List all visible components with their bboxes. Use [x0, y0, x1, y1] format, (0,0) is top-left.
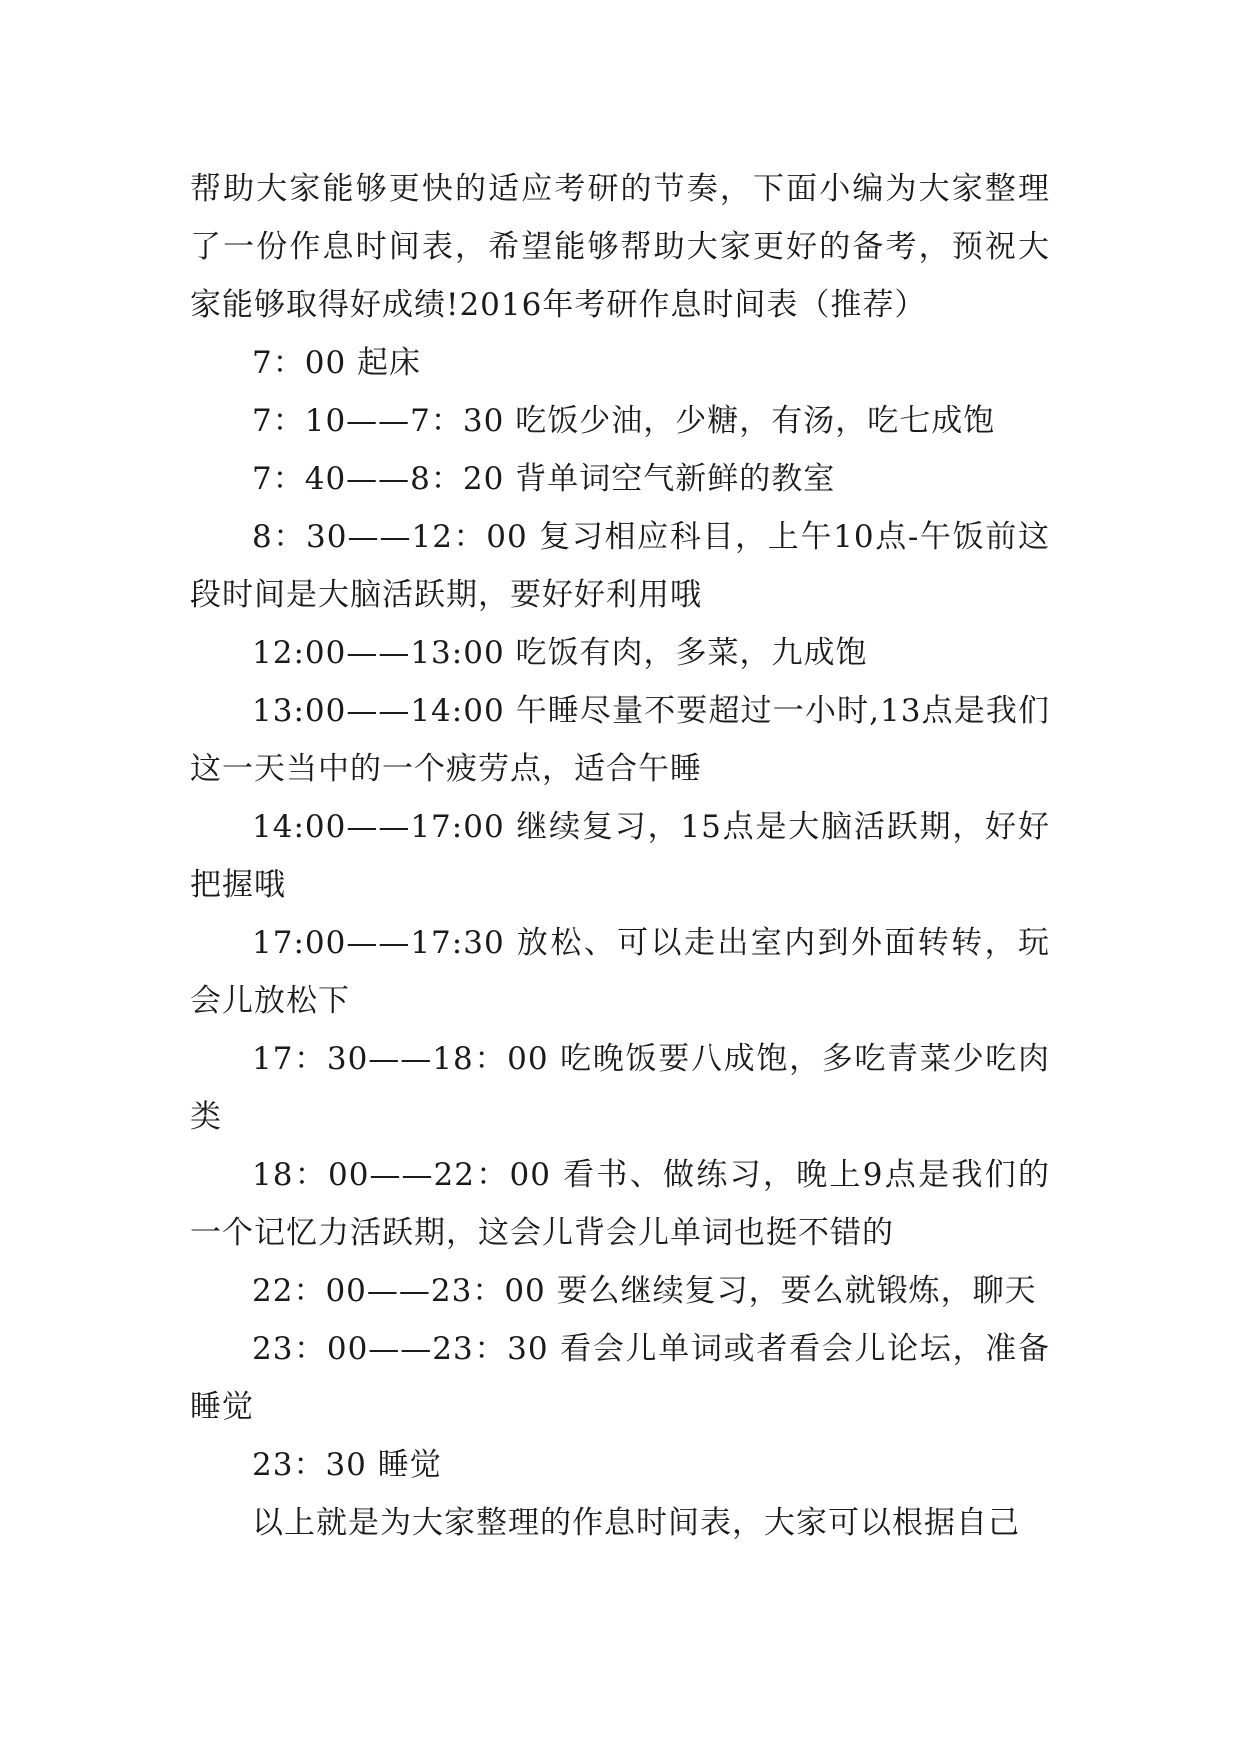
schedule-item-vocabulary: 7：40——8：20 背单词空气新鲜的教室 [252, 461, 836, 497]
schedule-item-relax: 17:00——17:30 放松、可以走出室内到外面转转，玩会儿放松下 [190, 925, 1050, 1019]
schedule-item-wake: 7：00 起床 [252, 345, 422, 381]
schedule-item-lunch: 12:00——13:00 吃饭有肉，多菜，九成饱 [252, 635, 868, 671]
document-body [190, 160, 1050, 1552]
schedule-item-afternoon-review: 14:00——17:00 继续复习，15点是大脑活跃期，好好把握哦 [190, 809, 1050, 903]
schedule-item-exercise: 22：00——23：00 要么继续复习，要么就锻炼，聊天 [252, 1273, 1037, 1309]
schedule-item-nap: 13:00——14:00 午睡尽量不要超过一小时,13点是我们这一天当中的一个疲劳点，适合午睡 [190, 693, 1050, 787]
schedule-item-dinner: 17：30——18：00 吃晚饭要八成饱，多吃青菜少吃肉类 [190, 1041, 1050, 1135]
schedule-item-evening-study: 18：00——22：00 看书、做练习，晚上9点是我们的一个记忆力活跃期，这会儿背会儿单词也挺不错的 [190, 1157, 1050, 1251]
intro-paragraph: 帮助大家能够更快的适应考研的节奏，下面小编为大家整理了一份作息时间表，希望能够帮助大家更好的备考，预祝大家能够取得好成绩!2016年考研作息时间表（推荐） [190, 171, 1050, 323]
schedule-item-breakfast: 7：10——7：30 吃饭少油，少糖，有汤，吃七成饱 [252, 403, 996, 439]
closing-paragraph: 以上就是为大家整理的作息时间表，大家可以根据自己 [252, 1505, 1020, 1541]
schedule-item-pre-sleep: 23：00——23：30 看会儿单词或者看会儿论坛，准备睡觉 [190, 1331, 1050, 1425]
schedule-item-sleep: 23：30 睡觉 [252, 1447, 442, 1483]
schedule-item-morning-review: 8：30——12：00 复习相应科目，上午10点-午饭前这段时间是大脑活跃期，要好好利用哦 [190, 519, 1050, 613]
